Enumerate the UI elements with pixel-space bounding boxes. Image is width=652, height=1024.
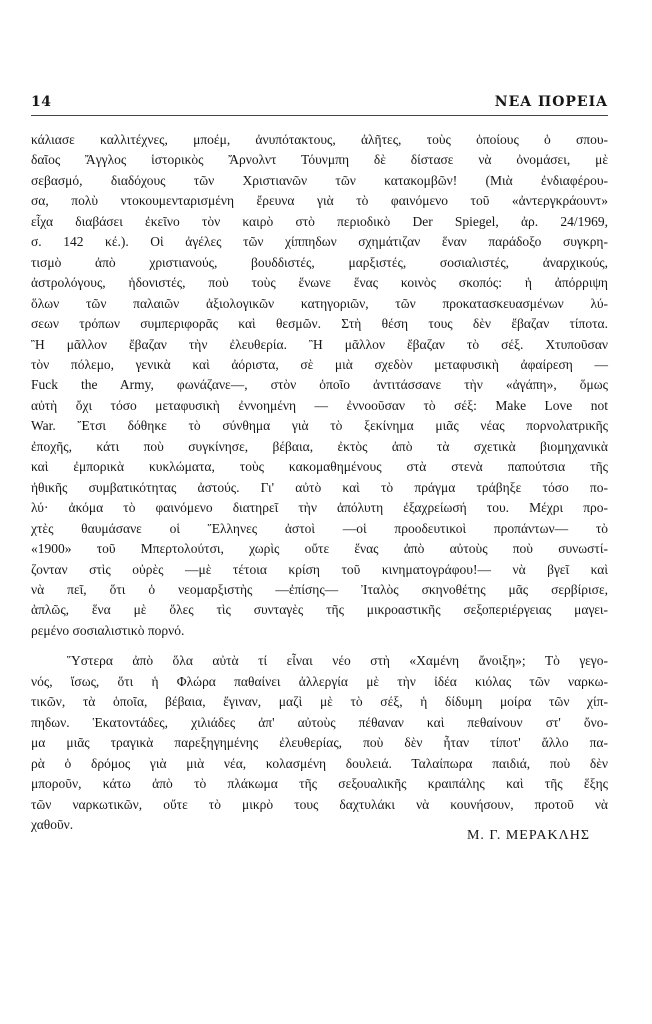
text-line: καὶ ἐμπορικὰ κυκλώματα, τοὺς κακομαθημένους στὰ στενὰ παπούτσια τῆς [31, 459, 608, 475]
text-line: κάλιασε καλλιτέχνες, μποέμ, ἀνυπότακτους, ἀλῆτες, τοὺς ὁποίους ὁ σπου- [31, 132, 608, 147]
text-line: τῶν ναρκωτικῶν, οὔτε τὸ μικρὸ τους δαχτυλάκι νὰ κουνήσουν, προτοῦ νὰ [31, 796, 608, 812]
text-line: νός, ἴσως, ὅτι ἡ Φλώρα παθαίνει ἀλλεργία μὲ τὴν ἰδέα κιόλας τῶν ναρκω- [31, 673, 608, 689]
author-signature: Μ. Γ. ΜΕΡΑΚΛΗΣ [466, 828, 590, 843]
text-line: αὐτὴ ὄχι τόσο μεταφυσικὴ ἐννοημένη — ἐννοοῦσαν τὸ σέξ: Make Love not [31, 397, 608, 413]
journal-title: ΝΕΑ ΠΟΡΕΙΑ [494, 94, 608, 110]
text-line: Ἢ μᾶλλον ἔβαζαν τὴν ἐλευθερία. Ἢ μᾶλλον ἔβαζαν τὸ σέξ. Χτυποῦσαν [31, 336, 608, 352]
text-line: ἠθικῆς συμβατικότητας ἀστούς. Γι' αὐτὸ καὶ τὸ πράγμα τράβηξε τόσο πο- [31, 479, 608, 495]
text-line: μα μιᾶς τραγικὰ παρεξηγημένης ἐλευθερίας, ποὺ δὲν ἦταν τίποτ' ἄλλο πα- [31, 735, 608, 751]
text-line: War. Ἔτσι δόθηκε τὸ σύνθημα γιὰ τὸ ξεκίνημα μιᾶς νέας πορνολατρικῆς [31, 418, 608, 434]
text-line: ἀστρολόγους, ἡδονιστές, ποὺ τοὺς ἕνωνε ἕνας κοινὸς σκοπός: ἡ ἀπόρριψη [31, 275, 608, 291]
text-line: τὸν πόλεμο, γενικὰ καὶ ἀόριστα, σὲ μιὰ σχεδὸν μεταφυσικὴ ἀφαίρεση — [31, 356, 608, 372]
header-rule [31, 115, 608, 116]
paragraph-gap [31, 641, 608, 651]
text-line: χτὲς θαυμάσανε οἱ Ἕλληνες ἀστοὶ —οἱ προοδευτικοὶ προπάντων— τὸ [31, 520, 608, 536]
text-line: ἁπλῶς, ἕνα μὲ ὅλες τὶς συνταγὲς τῆς μικροαστικῆς σεξοπεριέργειας μαγει- [31, 602, 608, 618]
text-line: σεβασμό, διαδόχους τῶν Χριστιανῶν τῶν κατακομβῶν! (Μιὰ ἐνδιαφέρου- [31, 172, 608, 188]
text-line: ρὰ ὁ δρόμος γιὰ μιὰ νέα, κολασμένη δουλειά. Ταλαίπωρα παιδιά, ποὺ δὲν [31, 755, 608, 771]
text-line: σα, πολὺ ντοκουμενταρισμένη ἔρευνα γιὰ τὸ φαινόμενο τοῦ «ἀντεργκράουντ» [31, 193, 608, 209]
text-line: σεων τρόπων συμπεριφορᾶς καὶ θεσμῶν. Στὴ θέση τους δὲν ἔβαζαν τίποτα. [31, 316, 608, 332]
text-line: ὅλων τῶν παλαιῶν ἀξιολογικῶν κατηγοριῶν, τῶν προκατασκευασμένων λύ- [31, 295, 608, 311]
text-line: λύ· ἀκόμα τὸ φαινόμενο διατηρεῖ τὴν ἀπόλυτη ἐξαχρείωσή του. Μέχρι προ- [31, 500, 608, 516]
paragraph [31, 651, 608, 835]
text-line: τισμὸ ἀπὸ χριστιανούς, βουδδιστές, μαρξιστές, σοσιαλιστές, ἀναρχικούς, [31, 254, 608, 270]
text-line: τικῶν, τὰ ὁποῖα, βέβαια, ἔγιναν, μαζὶ μὲ τὸ σέξ, ἡ δίδυμη μοίρα τῶν χίπ- [31, 694, 608, 710]
text-line: σ. 142 κέ.). Οἱ ἀγέλες τῶν χίππηδων σχημάτιζαν ἕναν παράδοξο συγκρη- [31, 234, 608, 250]
text-line: μποροῦν, κάτω ἀπὸ τὸ πλάκωμα τῆς σεξουαλικῆς κραιπάλης καὶ τῆς ἕξης [31, 776, 608, 792]
text-line: «1900» τοῦ Μπερτολούτσι, χωρὶς οὔτε ἕνας ἀπὸ αὐτοὺς ποὺ συνωστί- [31, 541, 608, 557]
text-line: ζονταν στὶς οὐρὲς —μὲ τέτοια κρίση τοῦ κινηματογράφου!— νὰ βγεῖ καὶ [31, 561, 608, 577]
text-line: χαθοῦν. [31, 816, 74, 832]
text-line: Ὕστερα ἀπὸ ὅλα αὐτὰ τί εἶναι νέο στὴ «Χαμένη ἄνοιξη»; Τὸ γεγο- [67, 653, 608, 669]
text-line: νὰ πεῖ, ὅτι ὁ νεομαρξιστὴς —ἐπίσης— Ἰταλὸς σκηνοθέτης μᾶς σερβίρισε, [31, 581, 608, 597]
text-line: ἐποχῆς, κάτι ποὺ συγκίνησε, βέβαια, ἐκτὸς ἀπὸ τὰ σχετικὰ βιομηχανικὰ [31, 438, 608, 454]
page-header [31, 94, 608, 110]
text-line: δαῖος Ἄγγλος ἱστορικὸς Ἄρνολντ Τόυνμπη δὲ δίστασε νὰ ὀνομάσει, μὲ [31, 152, 608, 168]
text-line: ρεμένο σοσιαλιστικὸ πορνό. [31, 622, 185, 638]
paragraph [31, 130, 608, 641]
article-body [31, 130, 608, 835]
page-number: 14 [31, 94, 52, 110]
text-line: πηδων. Ἑκατοντάδες, χιλιάδες ἀπ' αὐτοὺς πέθαναν καὶ πεθαίνουν στ' ὄνο- [31, 714, 608, 730]
text-line: Fuck the Army, φωνάζανε—, στὸν ὁποῖο ἀντιτάσσανε τὴν «ἀγάπη», ὅμως [31, 377, 608, 393]
text-line: εἶχα διαβάσει ἐκεῖνο τὸν καιρὸ στὸ περιοδικὸ Der Spiegel, ἀρ. 24/1969, [31, 213, 608, 229]
